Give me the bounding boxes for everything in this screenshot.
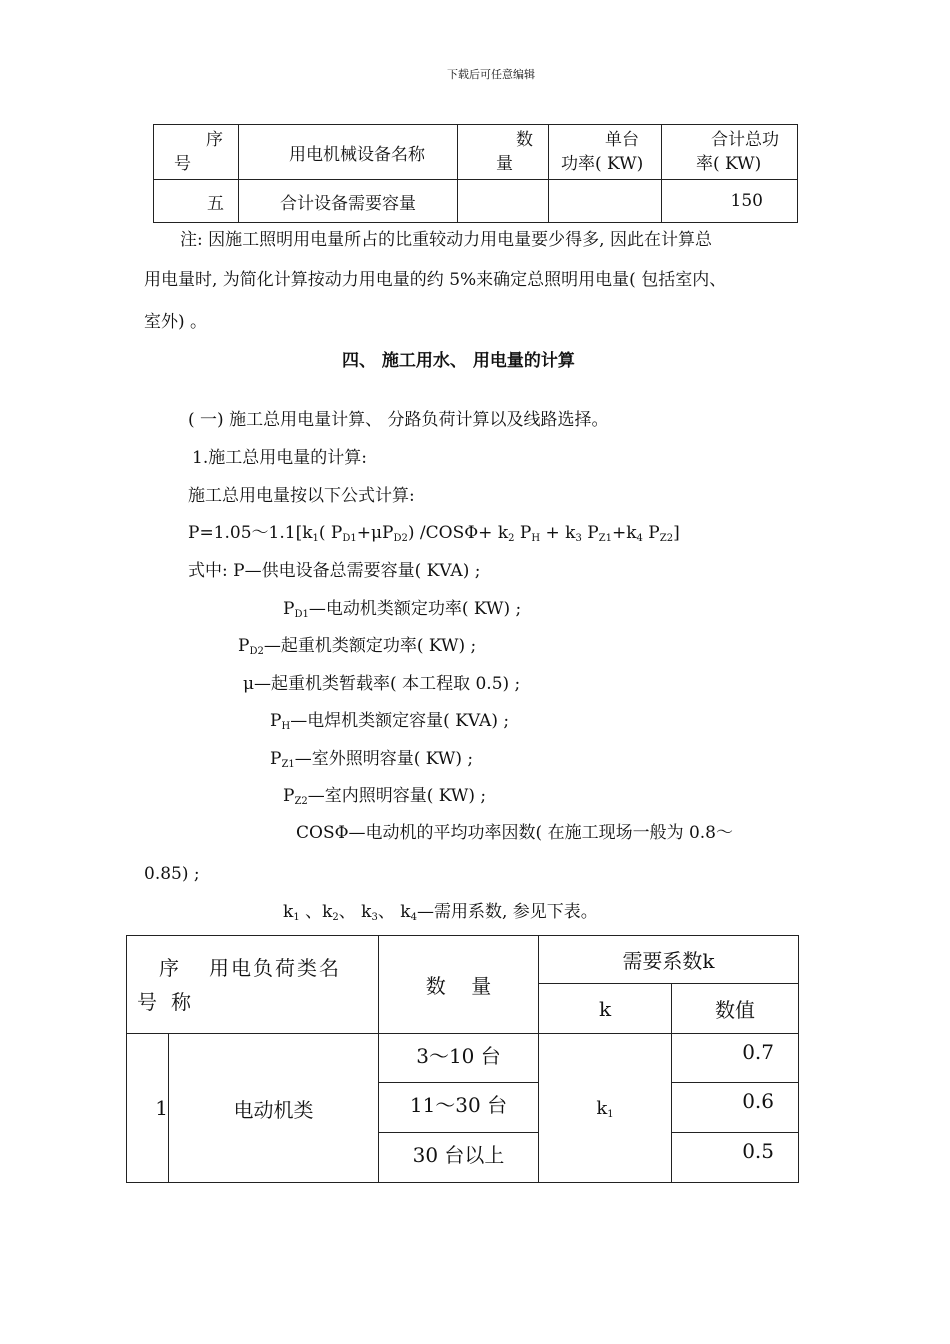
- cell-unit: [549, 180, 662, 223]
- power-formula: $P=1.05\sim 1.1[k_1$( $P_{D1}+\mu P_{D2}$) $/COS\Phi+ k_2$ $P_H + k_3$ $P_{Z1}+k_4$ $P_{Z2}$]: [188, 523, 680, 544]
- cell-qty: [458, 180, 549, 223]
- def-cos-1: COSΦ—电动机的平均功率因数( 在施工现场一般为 0.8～: [296, 823, 734, 843]
- def-pz2: $P_{Z2}—$室内照明容量( KW) ;: [283, 786, 487, 807]
- cell-k: $k_1$: [539, 1034, 672, 1183]
- cell-total: 150: [662, 180, 798, 223]
- cell-seq: 1: [127, 1034, 169, 1183]
- cell-name: 合计设备需要容量: [239, 180, 458, 223]
- demand-coefficient-table: [126, 935, 799, 1183]
- col-total-header: 合计总功 率( KW): [662, 125, 798, 180]
- table-header-row: [127, 936, 799, 984]
- cell-value: 0.5: [672, 1133, 799, 1183]
- note-line-2: 用电量时, 为简化计算按动力用电量的约 5%来确定总照明用电量( 包括室内、: [144, 270, 727, 290]
- cell-value: 0.6: [672, 1083, 799, 1133]
- cell-seq: 五: [154, 180, 239, 223]
- col-k-header: k: [539, 984, 672, 1034]
- def-cos-2: 0.85) ;: [144, 864, 200, 884]
- col-value-header: 数值: [672, 984, 799, 1034]
- def-pd2: $P_{D2}—$起重机类额定功率( KW) ;: [238, 636, 477, 657]
- def-pz1: $P_{Z1}—$室外照明容量( KW) ;: [270, 749, 474, 770]
- def-k: $k_1$ 、$k_2$、 $k_3$、 $k_4—$需用系数, 参见下表。: [283, 902, 598, 923]
- page-header-note: 下载后可任意编辑: [447, 68, 535, 81]
- subsection-3: 施工总用电量按以下公式计算:: [188, 486, 415, 506]
- col-unit-header: 单台 功率( KW): [549, 125, 662, 180]
- col-seq-header: 序 号: [154, 125, 239, 180]
- cell-qty: 11～30 台: [379, 1083, 539, 1133]
- col-seq-name-header: 序 用电负荷类名 号 称: [127, 936, 379, 1034]
- note-line-3: 室外) 。: [144, 312, 208, 332]
- cell-qty: 3～10 台: [379, 1034, 539, 1083]
- subsection-2: 1.施工总用电量的计算:: [192, 448, 367, 468]
- def-mu: μ—起重机类暂载率( 本工程取 0.5) ;: [243, 674, 521, 694]
- equipment-table: [153, 124, 798, 223]
- subsection-1: ( 一) 施工总用电量计算、 分路负荷计算以及线路选择。: [188, 410, 609, 430]
- cell-name: 电动机类: [169, 1034, 379, 1183]
- table-row: [154, 180, 798, 223]
- col-qty-header: 数 量: [379, 936, 539, 1034]
- col-coef-header: 需要系数k: [539, 936, 799, 984]
- def-intro: 式中: P—供电设备总需要容量( KVA) ;: [188, 561, 481, 581]
- section-title: 四、 施工用水、 用电量的计算: [342, 351, 575, 371]
- table-row: [127, 1034, 799, 1083]
- def-ph: $P_H—$电焊机类额定容量( KVA) ;: [270, 711, 510, 732]
- col-qty-header: 数 量: [458, 125, 549, 180]
- cell-value: 0.7: [672, 1034, 799, 1083]
- table-header-row: [154, 125, 798, 180]
- def-pd1: $P_{D1}—$电动机类额定功率( KW) ;: [283, 599, 522, 620]
- cell-qty: 30 台以上: [379, 1133, 539, 1183]
- col-name-header: 用电机械设备名称: [239, 125, 458, 180]
- note-line-1: 注: 因施工照明用电量所占的比重较动力用电量要少得多, 因此在计算总: [180, 230, 712, 250]
